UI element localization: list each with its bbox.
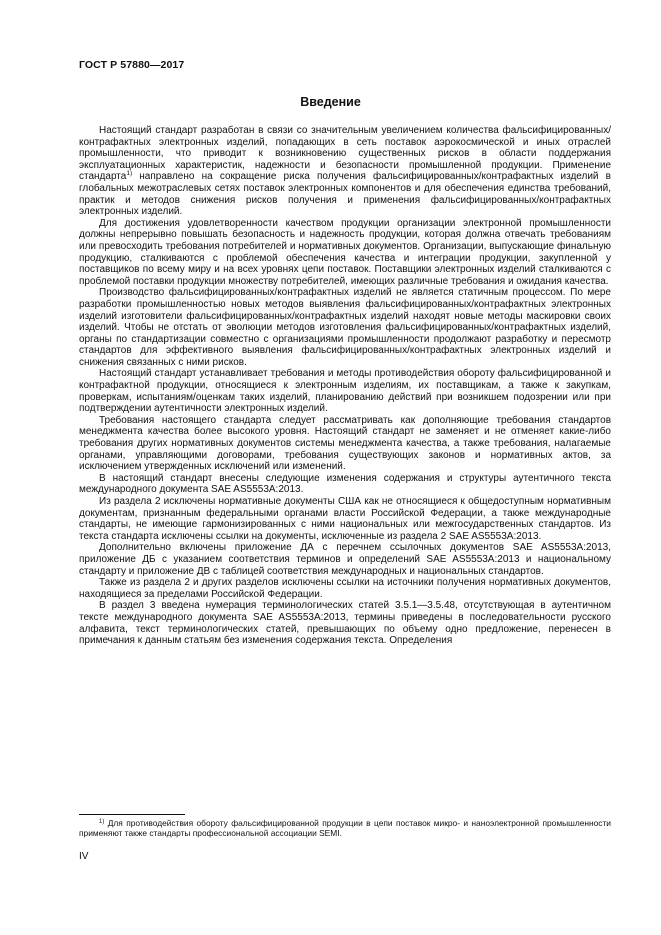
paragraph-3: Производство фальсифицированных/контрафактных изделий не является статичным процессом. По мере разработки промышленностью новых методов выявления фальсифицированных/контрафактных электронных изделий изготовители фальсифицированных/контрафактных изделий находят новые методы маскировки своих изделий. Чтобы не отстать от эволюции методов изготовления фальсифицированных/контрафактных изделий, органы по стандартизации совместно с организациями промышленности продолжают разработку и пересмотр стандартов для эффективного выявления фальсифицированных/контрафактных электронных изделий и снижения связанных с ними рисков. bbox=[79, 287, 611, 368]
paragraph-6: В настоящий стандарт внесены следующие изменения содержания и структуры аутентичного текста международного документа SAE AS5553A:2013. bbox=[79, 472, 611, 496]
document-header: ГОСТ Р 57880—2017 bbox=[79, 59, 185, 71]
paragraph-9: Также из раздела 2 и других разделов исключены ссылки на источники получения нормативных документов, находящиеся за пределами Российской Федерации. bbox=[79, 577, 611, 600]
paragraph-10: В раздел 3 введена нумерация терминологических статей 3.5.1—3.5.48, отсутствующая в аутентичном тексте международного документа SAE AS5553A:2013, термины приведены в последовательности русского алфавита, текст терминологических статей, превышающих по объему одно предложение, перенесен в примечания к данным статьям без изменения содержания текста. Определения bbox=[79, 600, 611, 647]
paragraph-2: Для достижения удовлетворенности качеством продукции организации электронной промышленности должны непрерывно повышать безопасность и надежность продукции, которая должна отвечать требованиям или превосходить требования потребителей и нормативных документов. Организации, выпускающие финальную продукцию, сталкиваются с проблемой обеспечения качества и интеграции продукции, закупленной у поставщиков по всему миру и на всех уровнях цепи поставок. Поставщики электронных изделий сталкиваются с проблемой поставки продукции множеству потребителей, имеющих различные требования и ожидания качества. bbox=[79, 217, 611, 287]
paragraph-8: Дополнительно включены приложение ДА с перечнем ссылочных документов SAE AS5553A:2013, приложение ДБ с указанием соответствия терминов и определений SAE AS5553A:2013 и национальному стандарту и приложение ДВ с таблицей соответствия международных и национальных стандартов. bbox=[79, 542, 611, 577]
paragraph-1 bbox=[79, 125, 611, 218]
paragraph-7: Из раздела 2 исключены нормативные документы США как не относящиеся к общедоступным нормативным документам, признанным федеральными органами власти Российской Федерации, а также международные стандарты, не имеющие гармонизированных с ними национальных или межгосударственных стандартов. Из текста стандарта исключены ссылки на документы, исключенные из раздела 2 SAE AS5553A:2013. bbox=[79, 496, 611, 542]
paragraph-4: Настоящий стандарт устанавливает требования и методы противодействия обороту фальсифицированной и контрафактной продукции, относящиеся к электронным изделиям, их поставщикам, а также к закупкам, проверкам, испытаниям/оценкам таких изделий, планированию действий при возникшем подозрении или при подтверждении аутентичности электронных изделий. bbox=[79, 368, 611, 415]
page-number: IV bbox=[79, 851, 89, 862]
paragraph-1-text-before: Настоящий стандарт разработан в связи со значительным увеличением количества фальсифицированных/контрафактных электронных изделий, попадающих в сеть поставок аэрокосмической и иных отраслей промышленности, что приводит к возникновению существенных рисков в области поддержания эксплуатационных характеристик, надежности и безопасности промышленной продукции. Применение стандарта bbox=[79, 125, 611, 183]
footnote bbox=[79, 818, 611, 839]
body-text bbox=[79, 125, 611, 647]
paragraph-1-text-after: направлено на сокращение риска получения фальсифицированных/контрафактных изделий в глобальных межотраслевых сетях поставок электронных компонентов и для обеспечения единства требований, практик и методов снижения рисков получения и применения фальсифицированных/контрафактных электронных изделий. bbox=[79, 171, 611, 218]
footnote-divider bbox=[79, 814, 185, 815]
section-title: Введение bbox=[300, 95, 361, 109]
paragraph-5: Требования настоящего стандарта следует рассматривать как дополняющие требования стандартов менеджмента качества более высокого уровня. Настоящий стандарт не заменяет и не отменяет какие-либо требования других нормативных документов системы менеджмента качества, а также требования, налагаемые органами, управляющими договорами, требования существующих законов и нормативных актов, за исключением утвержденных исключений или изменений. bbox=[79, 414, 611, 473]
footnote-reference: 1) bbox=[126, 170, 133, 178]
footnote-marker: 1) bbox=[99, 819, 105, 825]
footnote-text: Для противодействия обороту фальсифицированной продукции в цепи поставок микро- и наноэлектронной промышленности применяют также стандарты профессиональной ассоциации SEMI. bbox=[79, 818, 611, 839]
